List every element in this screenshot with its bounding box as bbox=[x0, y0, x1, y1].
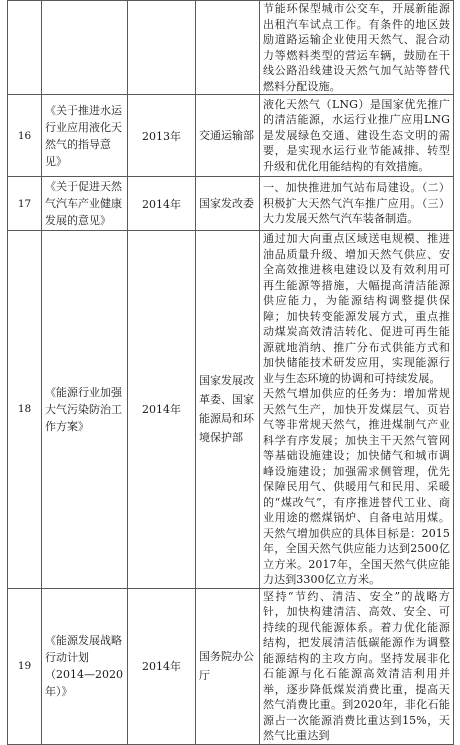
row-number: 16 bbox=[8, 95, 42, 177]
policy-name: 《关于促进天然气汽车产业健康发展的意见》 bbox=[42, 177, 128, 231]
issuing-department: 国务院办公厅 bbox=[196, 588, 260, 744]
policy-name: 《能源行业加强大气污染防治工作方案》 bbox=[42, 231, 128, 589]
table-row bbox=[8, 588, 454, 744]
policy-content bbox=[260, 231, 454, 589]
policy-content bbox=[260, 588, 454, 744]
issuing-department bbox=[196, 1, 260, 95]
row-number: 18 bbox=[8, 231, 42, 589]
policy-year: 2014年 bbox=[128, 177, 196, 231]
policy-year: 2014年 bbox=[128, 231, 196, 589]
content-paragraph: 坚持“节约、清洁、安全”的战略方针，加快构建清洁、高效、安全、可持续的现代能源体系。着力优化能源结构，把发展清洁低碳能源作为调整能源结构的主攻方向。坚持发展非化石能源与化石能源高效清洁利用并举，逐步降低煤炭消费比重，提高天然气消费比重。到2020年，非化石能源占一次能源消费比重达到15%，天然气比重达到 bbox=[263, 589, 450, 742]
issuing-department: 国家发展改革委、国家能源局和环境保护部 bbox=[196, 231, 260, 589]
issuing-department: 国家发改委 bbox=[196, 177, 260, 231]
policy-year: 2013年 bbox=[128, 95, 196, 177]
policy-content bbox=[260, 1, 454, 95]
policy-name: 《关于推进水运行业应用液化天然气的指导意见》 bbox=[42, 95, 128, 177]
content-paragraph: 一、加快推进加气站布局建设。（二）积极扩大天然气汽车推广应用。（三）大力发展天然气汽车装备制造。 bbox=[263, 181, 450, 226]
policy-content bbox=[260, 95, 454, 177]
row-number: 17 bbox=[8, 177, 42, 231]
table-row bbox=[8, 1, 454, 95]
policy-table bbox=[7, 0, 454, 745]
row-number bbox=[8, 1, 42, 95]
policy-table-page bbox=[7, 0, 453, 742]
policy-content bbox=[260, 177, 454, 231]
issuing-department: 交通运输部 bbox=[196, 95, 260, 177]
policy-name: 《能源发展战略行动计划（2014—2020年）》 bbox=[42, 588, 128, 744]
table-row bbox=[8, 231, 454, 589]
policy-name bbox=[42, 1, 128, 95]
table-row bbox=[8, 95, 454, 177]
content-paragraph: 天然气增加供应的任务为：增加常规天然气生产，加快开发煤层气、页岩气等非常规天然气，推进煤制气产业科学有序发展；加快主干天然气管网等基础设施建设；加快储气和城市调峰设施建设；加强需求侧管理，优先保障民用气、供暖用气和民用、采暖的“煤改气”，有序推进替代工业、商业用途的燃煤锅炉、自备电站用煤。天然气增加供应的具体目标是：2015年，全国天然气供应能力达到2500亿立方米。2017年，全国天然气供应能力达到3300亿立方米。 bbox=[263, 387, 450, 586]
row-number: 19 bbox=[8, 588, 42, 744]
content-paragraph: 通过加大向重点区域送电规模、推进油品质量升级、增加天然气供应、安全高效推进核电建设以及有效利用可再生能源等措施，大幅提高清洁能源供应能力，为能源结构调整提供保障；加快转变能源发展方式，重点推动煤炭高效清洁转化、促进可再生能源就地消纳、推广分布式供能方式和加快储能技术研发应用，实现能源行业与生态环境的协调和可持续发展。 bbox=[263, 232, 450, 385]
table-row bbox=[8, 177, 454, 231]
policy-year: 2014年 bbox=[128, 588, 196, 744]
content-paragraph: 液化天然气（LNG）是国家优先推广的清洁能源，水运行业推广应用LNG是发展绿色交通、建设生态文明的需要，是实现水运行业节能减排、转型升级和优化用能结构的有效措施。 bbox=[263, 97, 450, 173]
content-paragraph: 节能环保型城市公交车，开展新能源出租汽车试点工作。有条件的地区鼓励道路运输企业使用天然气、混合动力等燃料类型的营运车辆，鼓励在干线公路沿线建设天然气加气站等替代燃料分配设施。 bbox=[263, 2, 450, 93]
policy-year bbox=[128, 1, 196, 95]
